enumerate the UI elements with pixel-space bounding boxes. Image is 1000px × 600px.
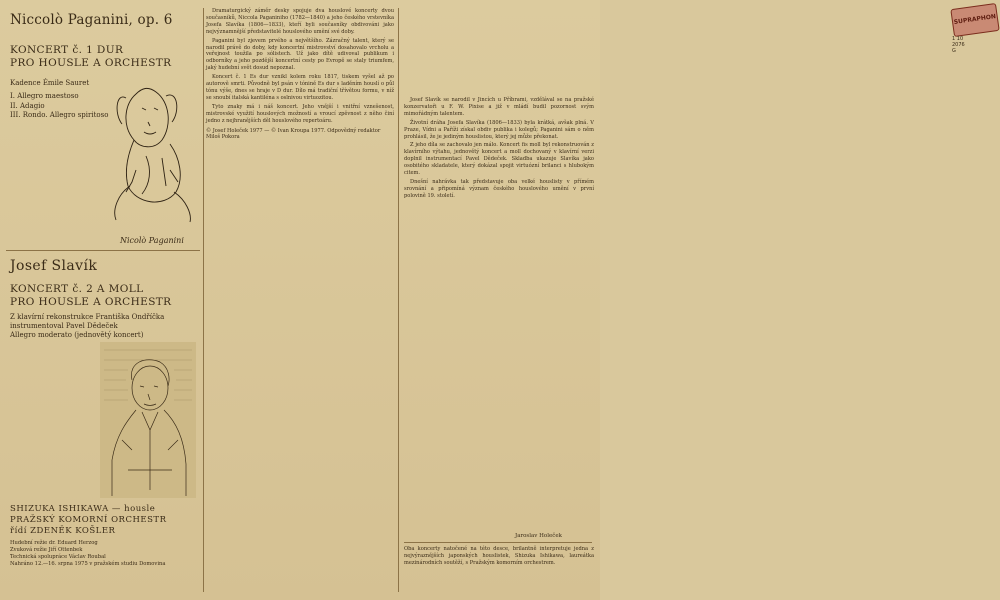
section-divider (404, 542, 592, 543)
movement-list (10, 92, 108, 121)
slavik-concerto-title (10, 283, 200, 309)
paragraph: Dnešní nahrávka tak představuje oba velké houslisty v přímém srovnání a připomíná význam českého houslového umění v první polovině 19. století. (404, 178, 594, 199)
paragraph: Životní dráha Josefa Slavíka (1806—1833) byla krátká, avšak plná. V Praze, Vídni a Paříži získal obdiv publika i kolegů; Paganini sám o něm prohlásil, že je jediným houslistou, který jej může překonat. (404, 119, 594, 140)
left-column (0, 0, 202, 600)
slavik-concerto-line2: PRO HOUSLE A ORCHESTR (10, 296, 172, 308)
paganini-title: Niccolò Paganini, op. 6 (10, 12, 173, 28)
supraphon-logo: SUPRAPHON (950, 3, 999, 37)
slavik-portrait-engraving (98, 340, 198, 500)
movement-item: I. Allegro maestoso (10, 92, 79, 100)
slavik-concerto-line1: KONCERT č. 2 A MOLL (10, 283, 144, 295)
paganini-concerto-title (10, 44, 200, 70)
section-divider (6, 250, 200, 251)
credit-line: Hudební režie dr. Eduard Herzog (10, 540, 98, 546)
credit-line: Technická spolupráce Václav Roubal (10, 554, 106, 560)
middle-footer: © Josef Holeček 1977 — © Ivan Kroupa 1977. Odpovědný redaktor Miloš Pokora (206, 127, 381, 141)
movement-item: II. Adagio (10, 101, 45, 110)
author-signature: Jaroslav Holeček (515, 533, 562, 539)
liner-notes-right (404, 97, 594, 202)
reconstruction-text: Z klavírní rekonstrukce Františka Ondříčka instrumentoval Pavel Dědeček (10, 313, 165, 330)
soloist: SHIZUKA ISHIKAWA — housle (10, 504, 156, 514)
right-column (401, 0, 997, 600)
paganini-concerto-line1: KONCERT č. 1 DUR (10, 44, 124, 56)
catalog-number: 1 10 2076 G (952, 36, 965, 54)
reconstruction-note (10, 313, 200, 340)
paganini-concerto-line2: PRO HOUSLE A ORCHESTR (10, 57, 172, 69)
performers (10, 504, 200, 537)
column-divider (203, 8, 204, 592)
conductor: řídí ZDENĚK KOŠLER (10, 526, 116, 536)
production-credits (10, 540, 200, 568)
right-footer: Oba koncerty natočené na této desce, brilantně interpretuje jedna z nejvýraznějších japonských houslistek, Shizuka Ishikawa, laureátka mezinárodních soutěží, s Pražským komorním orchestrem. (404, 546, 594, 566)
paragraph: Tyto znaky má i náš koncert. Jeho vnější i vnitřní vznešenost, mistrovské využití houslových možností a vroucí zpěvnost z něho činí jedno z nejhranějších děl houslového repertoáru. (206, 103, 394, 124)
paragraph: Koncert č. 1 Es dur vznikl kolem roku 1817, tiskem vyšel až po autorově smrti. Původně byl psán v tónině Es dur s laděním houslí o půl tónu výše, dnes se hraje v D dur. Dílo má tradiční třívětou formu, v níž se snoubí italská kantiléna s oslnivou virtuozitou. (206, 74, 394, 101)
orchestra: PRAŽSKÝ KOMORNÍ ORCHESTR (10, 515, 167, 525)
slavik-movement: Allegro moderato (jednovětý koncert) (10, 331, 144, 339)
paragraph: Paganini byl zjevem prvého a největšího. Zázračný talent, který se narodil právě do doby, kdy koncertní mistrovství dosahovalo vrcholu a veřejnost toužila po sólistech. Už jako dítě udivoval publikum i odborníky a jeho pozdější koncertní cesty po Evropě se staly triumfem, jaký hudební svět dosud nepoznal. (206, 37, 394, 72)
slavik-title: Josef Slavík (10, 258, 98, 274)
paganini-signature: Nicolò Paganini (120, 236, 184, 245)
paragraph: Z jeho díla se zachovalo jen málo. Koncert fis moll byl rekonstruován z klavírního výtahu, jednovětý koncert a moll dochovaný v klavírní verzi doplnil instrumentací Pavel Dědeček. Skladba ukazuje Slavíka jako osobitého skladatele, který dokázal spojit virtuózní brilanci s hlubokým citem. (404, 142, 594, 177)
paganini-portrait-drawing (106, 74, 200, 224)
paragraph: Dramaturgický záměr desky spojuje dva houslové koncerty dvou současníků, Niccola Paganiniho (1782—1840) a jeho českého vrstevníka Josefa Slavíka (1806—1833), kteří byli současníky obdivováni jako nejvýznamnější představitelé houslového umění své doby. (206, 8, 394, 35)
credit-line: Zvuková režie Jiří Ottenbek (10, 547, 83, 553)
column-divider (398, 8, 399, 592)
middle-column (206, 8, 394, 596)
liner-notes-middle (206, 8, 394, 125)
movement-item: III. Rondo. Allegro spiritoso (10, 111, 109, 119)
paragraph: Josef Slavík se narodil v Jincích u Příbrami, vzdělával se na pražské konzervatoři u F. W. Pixise a již v mládí budil pozornost svým mimořádným talentem. (404, 97, 594, 117)
cadenza-credit: Kadence Émile Sauret (10, 79, 90, 87)
credit-line: Nahráno 12.—16. srpna 1975 v pražském studiu Domovina (10, 561, 166, 567)
